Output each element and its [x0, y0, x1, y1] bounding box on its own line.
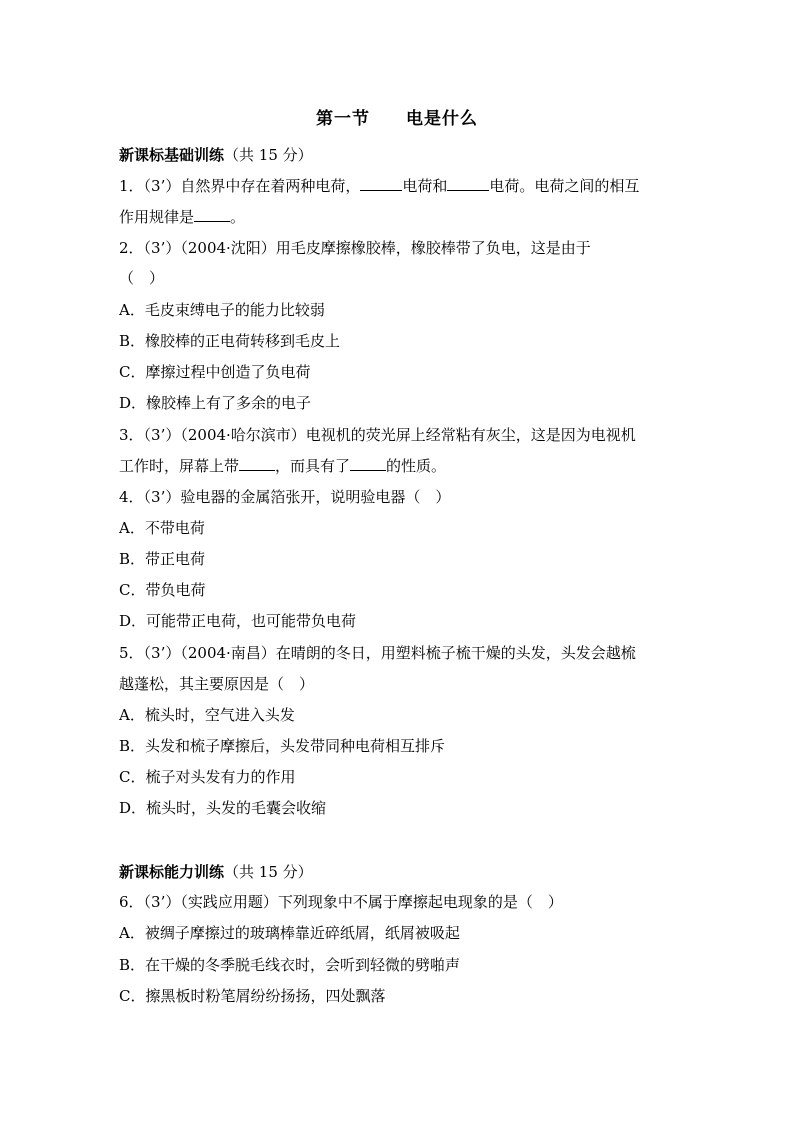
- question-4-option-c: C．带负电荷: [119, 581, 206, 599]
- question-text: 的性质。: [386, 457, 447, 475]
- question-5-option-d: D．梳头时，头发的毛囊会收缩: [119, 799, 327, 817]
- question-2-line-2: （ ）: [119, 269, 165, 287]
- answer-blank: [350, 456, 386, 471]
- question-1-line-1: [119, 176, 679, 196]
- question-5-option-a: A．梳头时，空气进入头发: [119, 706, 295, 724]
- answer-blank: [447, 176, 489, 191]
- question-2-option-d: D．橡胶棒上有了多余的电子: [119, 394, 312, 412]
- question-2-option-b: B．橡胶棒的正电荷转移到毛皮上: [119, 332, 341, 350]
- question-text: 作用规律是: [119, 208, 195, 226]
- question-text: 电荷。电荷之间的相互: [489, 177, 640, 195]
- question-3-line-2: [119, 456, 679, 476]
- question-6-option-c: C．擦黑板时粉笔屑纷纷扬扬，四处飘落: [119, 987, 386, 1005]
- question-6-option-b: B．在干燥的冬季脱毛线衣时，会听到轻微的劈啪声: [119, 956, 461, 974]
- question-6-line-1: 6．（3’）（实践应用题）下列现象中不属于摩擦起电现象的是（ ）: [119, 893, 563, 911]
- section-points: （共 15 分）: [224, 146, 313, 164]
- page-title: 第一节 电是什么: [316, 109, 478, 129]
- question-text: 1．（3’）自然界中存在着两种电荷，: [119, 177, 361, 195]
- question-text: 。: [230, 208, 246, 226]
- question-4-option-d: D．可能带正电荷，也可能带负电荷: [119, 612, 357, 630]
- question-4-line-1: 4．（3’）验电器的金属箔张开，说明验电器（ ）: [119, 488, 451, 506]
- section-points: （共 15 分）: [224, 863, 313, 881]
- question-2-option-a: A．毛皮束缚电子的能力比较弱: [119, 301, 325, 319]
- question-4-option-b: B．带正电荷: [119, 550, 206, 568]
- question-5-option-c: C．梳子对头发有力的作用: [119, 768, 296, 786]
- answer-blank: [360, 176, 402, 191]
- question-6-option-a: A．被绸子摩擦过的玻璃棒靠近碎纸屑，纸屑被吸起: [119, 924, 460, 942]
- question-text: 工作时，屏幕上带: [119, 457, 240, 475]
- question-5-option-b: B．头发和梳子摩擦后，头发带同种电荷相互排斥: [119, 737, 446, 755]
- question-3-line-1: 3．（3’）（2004·哈尔滨市）电视机的荧光屏上经常粘有灰尘，这是因为电视机: [119, 426, 636, 444]
- question-text: ，而具有了: [275, 457, 351, 475]
- question-5-line-1: 5．（3’）（2004·南昌）在晴朗的冬日，用塑料梳子梳干燥的头发，头发会越梳: [119, 644, 636, 662]
- answer-blank: [239, 456, 275, 471]
- question-2-line-1: 2．（3’）（2004·沈阳）用毛皮摩擦橡胶棒，橡胶棒带了负电，这是由于: [119, 239, 591, 257]
- section-heading-basic: [119, 144, 313, 165]
- question-4-option-a: A．不带电荷: [119, 519, 205, 537]
- question-2-option-c: C．摩擦过程中创造了负电荷: [119, 363, 311, 381]
- section-heading-label: 新课标基础训练: [119, 146, 225, 164]
- section-heading-label: 新课标能力训练: [119, 863, 225, 881]
- question-1-line-2: [119, 207, 679, 227]
- answer-blank: [194, 207, 230, 222]
- question-5-line-2: 越蓬松，其主要原因是（ ）: [119, 675, 315, 693]
- question-text: 电荷和: [402, 177, 448, 195]
- section-heading-ability: [119, 861, 313, 882]
